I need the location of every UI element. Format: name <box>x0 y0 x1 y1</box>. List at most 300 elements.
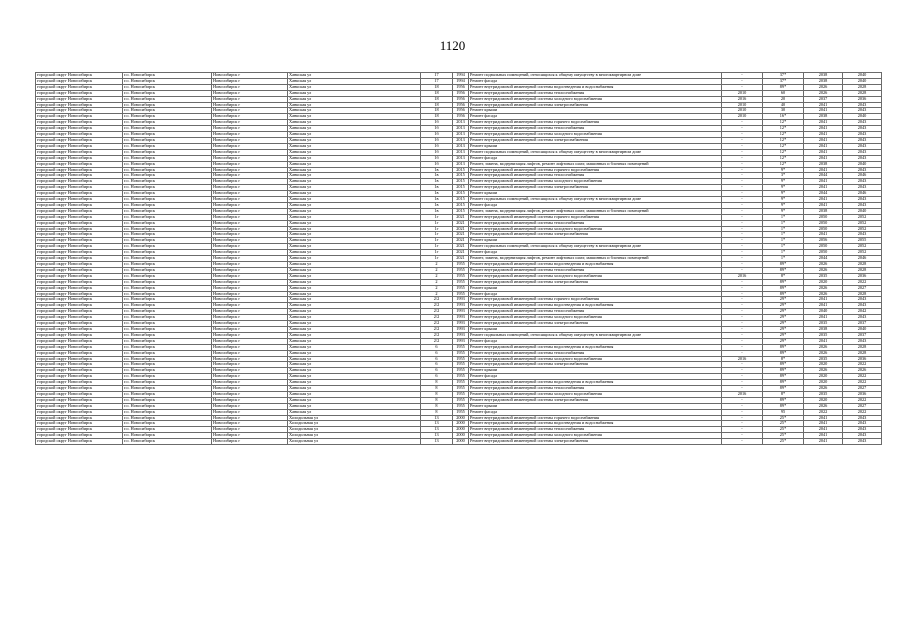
last-repair-year-cell: - <box>722 386 763 392</box>
wear-cell: 1* <box>763 220 804 226</box>
end-year-cell: 2036 <box>843 96 882 102</box>
house-cell: 18 <box>421 90 453 96</box>
end-year-cell: 2040 <box>843 326 882 332</box>
work-type-cell: Ремонт внутридомовой инженерной системы холодного водоснабжения <box>469 356 722 362</box>
year-built-cell: 2013 <box>453 155 469 161</box>
wear-cell: 95 <box>763 409 804 415</box>
work-type-cell: Ремонт крыши <box>469 326 722 332</box>
district-cell: г.о. Новосибирск <box>123 338 212 344</box>
house-cell: 13 <box>421 421 453 427</box>
start-year-cell: 2020 <box>804 397 843 403</box>
year-built-cell: 1955 <box>453 279 469 285</box>
street-cell: Ханкская ул <box>288 155 421 161</box>
last-repair-year-cell: - <box>722 220 763 226</box>
start-year-cell: 2041 <box>804 108 843 114</box>
wear-cell: 12* <box>763 155 804 161</box>
start-year-cell: 2041 <box>804 415 843 421</box>
district-cell: г.о. Новосибирск <box>123 368 212 374</box>
street-cell: Ханкская ул <box>288 403 421 409</box>
year-built-cell: 1955 <box>453 368 469 374</box>
last-repair-year-cell: 2010 <box>722 114 763 120</box>
house-cell: 1г <box>421 250 453 256</box>
year-built-cell: 2015 <box>453 191 469 197</box>
municipality-cell: городской округ Новосибирск <box>36 350 123 356</box>
street-cell: Холодильная ул <box>288 439 421 445</box>
work-type-cell: Ремонт внутридомовой инженерной системы холодного водоснабжения <box>469 132 722 138</box>
work-type-cell: Ремонт внутридомовой инженерной системы горячего водоснабжения <box>469 214 722 220</box>
last-repair-year-cell: - <box>722 149 763 155</box>
end-year-cell: 2022 <box>843 409 882 415</box>
work-type-cell: Ремонт внутридомовой инженерной системы холодного водоснабжения <box>469 273 722 279</box>
wear-cell: 25* <box>763 415 804 421</box>
year-built-cell: 1993 <box>453 297 469 303</box>
settlement-cell: Новосибирск г <box>212 356 288 362</box>
work-type-cell: Ремонт внутридомовой инженерной системы водоотведения и водоснабжения <box>469 344 722 350</box>
start-year-cell: 2041 <box>804 315 843 321</box>
settlement-cell: Новосибирск г <box>212 108 288 114</box>
district-cell: г.о. Новосибирск <box>123 102 212 108</box>
wear-cell: 12* <box>763 137 804 143</box>
municipality-cell: городской округ Новосибирск <box>36 244 123 250</box>
year-built-cell: 2013 <box>453 137 469 143</box>
last-repair-year-cell: - <box>722 238 763 244</box>
work-type-cell: Ремонт внутридомовой инженерной системы водоотведения и водоснабжения <box>469 262 722 268</box>
end-year-cell: 2036 <box>843 391 882 397</box>
district-cell: г.о. Новосибирск <box>123 73 212 79</box>
start-year-cell: 2041 <box>804 137 843 143</box>
settlement-cell: Новосибирск г <box>212 173 288 179</box>
settlement-cell: Новосибирск г <box>212 362 288 368</box>
last-repair-year-cell: - <box>722 167 763 173</box>
municipality-cell: городской округ Новосибирск <box>36 102 123 108</box>
start-year-cell: 2026 <box>804 368 843 374</box>
house-cell: 1г <box>421 232 453 238</box>
year-built-cell: 1993 <box>453 321 469 327</box>
street-cell: Ханкская ул <box>288 374 421 380</box>
house-cell: 1б <box>421 155 453 161</box>
year-built-cell: 1956 <box>453 96 469 102</box>
end-year-cell: 2043 <box>843 415 882 421</box>
wear-cell: 1* <box>763 256 804 262</box>
street-cell: Ханкская ул <box>288 137 421 143</box>
year-built-cell: 2021 <box>453 238 469 244</box>
year-built-cell: 2015 <box>453 167 469 173</box>
end-year-cell: 2043 <box>843 185 882 191</box>
work-type-cell: Ремонт внутридомовой инженерной системы теплоснабжения <box>469 386 722 392</box>
house-cell: 8 <box>421 397 453 403</box>
house-cell: 1в <box>421 191 453 197</box>
work-type-cell: Ремонт фасада <box>469 291 722 297</box>
year-built-cell: 1955 <box>453 262 469 268</box>
wear-cell: 9* <box>763 167 804 173</box>
wear-cell: 25* <box>763 439 804 445</box>
street-cell: Холодильная ул <box>288 427 421 433</box>
district-cell: г.о. Новосибирск <box>123 191 212 197</box>
settlement-cell: Новосибирск г <box>212 439 288 445</box>
house-cell: 1г <box>421 226 453 232</box>
last-repair-year-cell: - <box>722 78 763 84</box>
municipality-cell: городской округ Новосибирск <box>36 309 123 315</box>
year-built-cell: 2021 <box>453 250 469 256</box>
year-built-cell: 1955 <box>453 397 469 403</box>
settlement-cell: Новосибирск г <box>212 191 288 197</box>
street-cell: Ханкская ул <box>288 350 421 356</box>
municipality-cell: городской округ Новосибирск <box>36 380 123 386</box>
last-repair-year-cell: - <box>722 185 763 191</box>
end-year-cell: 2040 <box>843 73 882 79</box>
settlement-cell: Новосибирск г <box>212 427 288 433</box>
settlement-cell: Новосибирск г <box>212 102 288 108</box>
year-built-cell: 2021 <box>453 244 469 250</box>
settlement-cell: Новосибирск г <box>212 161 288 167</box>
wear-cell: 12* <box>763 126 804 132</box>
municipality-cell: городской округ Новосибирск <box>36 267 123 273</box>
district-cell: г.о. Новосибирск <box>123 143 212 149</box>
municipality-cell: городской округ Новосибирск <box>36 232 123 238</box>
end-year-cell: 2043 <box>843 132 882 138</box>
house-cell: 17 <box>421 73 453 79</box>
district-cell: г.о. Новосибирск <box>123 214 212 220</box>
year-built-cell: 2000 <box>453 427 469 433</box>
municipality-cell: городской округ Новосибирск <box>36 368 123 374</box>
house-cell: 2 <box>421 267 453 273</box>
settlement-cell: Новосибирск г <box>212 279 288 285</box>
street-cell: Ханкская ул <box>288 202 421 208</box>
municipality-cell: городской округ Новосибирск <box>36 143 123 149</box>
work-type-cell: Ремонт внутридомовой инженерной системы электроснабжения <box>469 321 722 327</box>
house-cell: 2 <box>421 279 453 285</box>
year-built-cell: 2015 <box>453 202 469 208</box>
municipality-cell: городской округ Новосибирск <box>36 409 123 415</box>
last-repair-year-cell: - <box>722 137 763 143</box>
wear-cell: 89* <box>763 362 804 368</box>
municipality-cell: городской округ Новосибирск <box>36 262 123 268</box>
street-cell: Ханкская ул <box>288 179 421 185</box>
municipality-cell: городской округ Новосибирск <box>36 386 123 392</box>
year-built-cell: 2021 <box>453 232 469 238</box>
work-type-cell: Ремонт внутридомовой инженерной системы электроснабжения <box>469 232 722 238</box>
municipality-cell: городской округ Новосибирск <box>36 256 123 262</box>
wear-cell: 16* <box>763 114 804 120</box>
municipality-cell: городской округ Новосибирск <box>36 397 123 403</box>
street-cell: Ханкская ул <box>288 132 421 138</box>
settlement-cell: Новосибирск г <box>212 78 288 84</box>
wear-cell: 25* <box>763 433 804 439</box>
last-repair-year-cell: - <box>722 291 763 297</box>
year-built-cell: 2015 <box>453 179 469 185</box>
work-type-cell: Ремонт фасада <box>469 155 722 161</box>
house-cell: 2/2 <box>421 326 453 332</box>
district-cell: г.о. Новосибирск <box>123 155 212 161</box>
end-year-cell: 2040 <box>843 208 882 214</box>
last-repair-year-cell: - <box>722 132 763 138</box>
year-built-cell: 1955 <box>453 391 469 397</box>
wear-cell: 29* <box>763 338 804 344</box>
work-type-cell: Ремонт внутридомовой инженерной системы горячего водоснабжения <box>469 415 722 421</box>
year-built-cell: 1955 <box>453 386 469 392</box>
work-type-cell: Ремонт фасада <box>469 374 722 380</box>
work-type-cell: Ремонт фасада <box>469 409 722 415</box>
end-year-cell: 2055 <box>843 238 882 244</box>
house-cell: 1б <box>421 161 453 167</box>
district-cell: г.о. Новосибирск <box>123 403 212 409</box>
end-year-cell: 2043 <box>843 232 882 238</box>
wear-cell: 9* <box>763 208 804 214</box>
settlement-cell: Новосибирск г <box>212 350 288 356</box>
district-cell: г.о. Новосибирск <box>123 132 212 138</box>
end-year-cell: 2040 <box>843 114 882 120</box>
last-repair-year-cell: 2016 <box>722 356 763 362</box>
street-cell: Ханкская ул <box>288 338 421 344</box>
wear-cell: 9* <box>763 202 804 208</box>
work-type-cell: Ремонт крыши <box>469 191 722 197</box>
end-year-cell: 2037 <box>843 321 882 327</box>
year-built-cell: 2015 <box>453 185 469 191</box>
house-cell: 1в <box>421 173 453 179</box>
year-built-cell: 1955 <box>453 380 469 386</box>
start-year-cell: 2020 <box>804 362 843 368</box>
start-year-cell: 2041 <box>804 149 843 155</box>
district-cell: г.о. Новосибирск <box>123 220 212 226</box>
district-cell: г.о. Новосибирск <box>123 421 212 427</box>
municipality-cell: городской округ Новосибирск <box>36 433 123 439</box>
house-cell: 18 <box>421 84 453 90</box>
year-built-cell: 2013 <box>453 143 469 149</box>
house-cell: 2/2 <box>421 297 453 303</box>
municipality-cell: городской округ Новосибирск <box>36 279 123 285</box>
start-year-cell: 2041 <box>804 120 843 126</box>
wear-cell: 29* <box>763 303 804 309</box>
street-cell: Ханкская ул <box>288 362 421 368</box>
street-cell: Ханкская ул <box>288 267 421 273</box>
work-type-cell: Ремонт внутридомовой инженерной системы электроснабжения <box>469 397 722 403</box>
year-built-cell: 1955 <box>453 403 469 409</box>
work-type-cell: Ремонт внутридомовой инженерной системы холодного водоснабжения <box>469 391 722 397</box>
district-cell: г.о. Новосибирск <box>123 250 212 256</box>
end-year-cell: 2028 <box>843 84 882 90</box>
district-cell: г.о. Новосибирск <box>123 356 212 362</box>
street-cell: Ханкская ул <box>288 309 421 315</box>
end-year-cell: 2043 <box>843 433 882 439</box>
wear-cell: 29* <box>763 326 804 332</box>
end-year-cell: 2027 <box>843 386 882 392</box>
last-repair-year-cell: - <box>722 380 763 386</box>
district-cell: г.о. Новосибирск <box>123 433 212 439</box>
end-year-cell: 2022 <box>843 380 882 386</box>
street-cell: Ханкская ул <box>288 197 421 203</box>
start-year-cell: 2038 <box>804 161 843 167</box>
district-cell: г.о. Новосибирск <box>123 96 212 102</box>
start-year-cell: 2026 <box>804 90 843 96</box>
last-repair-year-cell: - <box>722 362 763 368</box>
house-cell: 6 <box>421 368 453 374</box>
street-cell: Ханкская ул <box>288 256 421 262</box>
house-cell: 18 <box>421 102 453 108</box>
year-built-cell: 2013 <box>453 126 469 132</box>
end-year-cell: 2043 <box>843 155 882 161</box>
end-year-cell: 2043 <box>843 303 882 309</box>
district-cell: г.о. Новосибирск <box>123 137 212 143</box>
municipality-cell: городской округ Новосибирск <box>36 427 123 433</box>
municipality-cell: городской округ Новосибирск <box>36 78 123 84</box>
last-repair-year-cell: - <box>722 309 763 315</box>
wear-cell: 89* <box>763 344 804 350</box>
work-type-cell: Ремонт внутридомовой инженерной системы теплоснабжения <box>469 350 722 356</box>
municipality-cell: городской округ Новосибирск <box>36 161 123 167</box>
work-type-cell: Ремонт внутридомовой инженерной системы горячего водоснабжения <box>469 167 722 173</box>
street-cell: Ханкская ул <box>288 120 421 126</box>
street-cell: Холодильная ул <box>288 433 421 439</box>
house-cell: 1б <box>421 132 453 138</box>
settlement-cell: Новосибирск г <box>212 391 288 397</box>
start-year-cell: 2050 <box>804 244 843 250</box>
year-built-cell: 1956 <box>453 90 469 96</box>
house-cell: 13 <box>421 415 453 421</box>
work-type-cell: Ремонт внутридомовой инженерной системы водоотведения и водоснабжения <box>469 303 722 309</box>
year-built-cell: 2000 <box>453 415 469 421</box>
end-year-cell: 2028 <box>843 90 882 96</box>
house-cell: 1г <box>421 238 453 244</box>
street-cell: Ханкская ул <box>288 149 421 155</box>
end-year-cell: 2043 <box>843 149 882 155</box>
street-cell: Ханкская ул <box>288 397 421 403</box>
wear-cell: 20 <box>763 96 804 102</box>
street-cell: Ханкская ул <box>288 244 421 250</box>
work-type-cell: Ремонт внутридомовой инженерной системы холодного водоснабжения <box>469 226 722 232</box>
municipality-cell: городской округ Новосибирск <box>36 90 123 96</box>
settlement-cell: Новосибирск г <box>212 132 288 138</box>
district-cell: г.о. Новосибирск <box>123 90 212 96</box>
settlement-cell: Новосибирск г <box>212 143 288 149</box>
work-type-cell: Ремонт внутридомовой инженерной системы горячего водоснабжения <box>469 297 722 303</box>
house-cell: 1б <box>421 120 453 126</box>
last-repair-year-cell: - <box>722 338 763 344</box>
work-type-cell: Ремонт внутридомовой инженерной системы водоотведения и водоснабжения <box>469 380 722 386</box>
year-built-cell: 1955 <box>453 356 469 362</box>
house-cell: 2/2 <box>421 303 453 309</box>
year-built-cell: 1956 <box>453 114 469 120</box>
district-cell: г.о. Новосибирск <box>123 202 212 208</box>
last-repair-year-cell: - <box>722 197 763 203</box>
end-year-cell: 2028 <box>843 291 882 297</box>
wear-cell: 1* <box>763 232 804 238</box>
last-repair-year-cell: 2010 <box>722 90 763 96</box>
settlement-cell: Новосибирск г <box>212 197 288 203</box>
municipality-cell: городской округ Новосибирск <box>36 155 123 161</box>
house-cell: 1в <box>421 185 453 191</box>
settlement-cell: Новосибирск г <box>212 226 288 232</box>
house-cell: 1г <box>421 220 453 226</box>
street-cell: Ханкская ул <box>288 232 421 238</box>
last-repair-year-cell: - <box>722 173 763 179</box>
work-type-cell: Ремонт внутридомовой инженерной системы электроснабжения <box>469 185 722 191</box>
municipality-cell: городской округ Новосибирск <box>36 250 123 256</box>
last-repair-year-cell: - <box>722 433 763 439</box>
start-year-cell: 2041 <box>804 179 843 185</box>
wear-cell: 1* <box>763 244 804 250</box>
district-cell: г.о. Новосибирск <box>123 197 212 203</box>
year-built-cell: 1955 <box>453 291 469 297</box>
wear-cell: 25* <box>763 427 804 433</box>
street-cell: Ханкская ул <box>288 126 421 132</box>
work-type-cell: Ремонт крыши <box>469 403 722 409</box>
work-type-cell: Ремонт внутридомовой инженерной системы холодного водоснабжения <box>469 433 722 439</box>
settlement-cell: Новосибирск г <box>212 73 288 79</box>
work-type-cell: Ремонт крыши <box>469 368 722 374</box>
municipality-cell: городской округ Новосибирск <box>36 108 123 114</box>
last-repair-year-cell: - <box>722 161 763 167</box>
end-year-cell: 2043 <box>843 202 882 208</box>
municipality-cell: городской округ Новосибирск <box>36 114 123 120</box>
wear-cell: 12* <box>763 120 804 126</box>
house-cell: 1б <box>421 149 453 155</box>
house-cell: 8 <box>421 409 453 415</box>
start-year-cell: 2050 <box>804 226 843 232</box>
start-year-cell: 2038 <box>804 208 843 214</box>
street-cell: Ханкская ул <box>288 78 421 84</box>
district-cell: г.о. Новосибирск <box>123 78 212 84</box>
settlement-cell: Новосибирск г <box>212 267 288 273</box>
end-year-cell: 2028 <box>843 267 882 273</box>
wear-cell: 29* <box>763 309 804 315</box>
wear-cell: 89* <box>763 386 804 392</box>
house-cell: 1г <box>421 214 453 220</box>
end-year-cell: 2027 <box>843 285 882 291</box>
municipality-cell: городской округ Новосибирск <box>36 179 123 185</box>
work-type-cell: Ремонт подвальных помещений, относящихся к общему имуществу в многоквартирном доме <box>469 244 722 250</box>
settlement-cell: Новосибирск г <box>212 244 288 250</box>
municipality-cell: городской округ Новосибирск <box>36 226 123 232</box>
end-year-cell: 2022 <box>843 374 882 380</box>
wear-cell: 89* <box>763 397 804 403</box>
end-year-cell: 2052 <box>843 214 882 220</box>
wear-cell: 89* <box>763 291 804 297</box>
year-built-cell: 2013 <box>453 120 469 126</box>
last-repair-year-cell: - <box>722 315 763 321</box>
street-cell: Ханкская ул <box>288 315 421 321</box>
work-type-cell: Ремонт фасада <box>469 250 722 256</box>
wear-cell: 29* <box>763 297 804 303</box>
end-year-cell: 2043 <box>843 126 882 132</box>
wear-cell: 89* <box>763 350 804 356</box>
end-year-cell: 2046 <box>843 191 882 197</box>
last-repair-year-cell: - <box>722 250 763 256</box>
house-cell: 2/2 <box>421 321 453 327</box>
wear-cell: 8* <box>763 356 804 362</box>
work-type-cell: Ремонт внутридомовой инженерной системы теплоснабжения <box>469 427 722 433</box>
wear-cell: 8* <box>763 391 804 397</box>
last-repair-year-cell: - <box>722 439 763 445</box>
street-cell: Ханкская ул <box>288 96 421 102</box>
last-repair-year-cell: - <box>722 73 763 79</box>
work-type-cell: Ремонт внутридомовой инженерной системы водоотведения и водоснабжения <box>469 84 722 90</box>
end-year-cell: 2043 <box>843 197 882 203</box>
municipality-cell: городской округ Новосибирск <box>36 303 123 309</box>
municipality-cell: городской округ Новосибирск <box>36 132 123 138</box>
settlement-cell: Новосибирск г <box>212 214 288 220</box>
settlement-cell: Новосибирск г <box>212 137 288 143</box>
house-cell: 18 <box>421 96 453 102</box>
work-type-cell: Ремонт внутридомовой инженерной системы горячего водоснабжения <box>469 120 722 126</box>
start-year-cell: 2035 <box>804 273 843 279</box>
district-cell: г.о. Новосибирск <box>123 374 212 380</box>
street-cell: Ханкская ул <box>288 84 421 90</box>
last-repair-year-cell: - <box>722 297 763 303</box>
work-type-cell: Ремонт, замена, модернизация лифтов, ремонт лифтовых шахт, машинных и блочных помещений <box>469 208 722 214</box>
end-year-cell: 2043 <box>843 315 882 321</box>
start-year-cell: 2041 <box>804 126 843 132</box>
settlement-cell: Новосибирск г <box>212 167 288 173</box>
